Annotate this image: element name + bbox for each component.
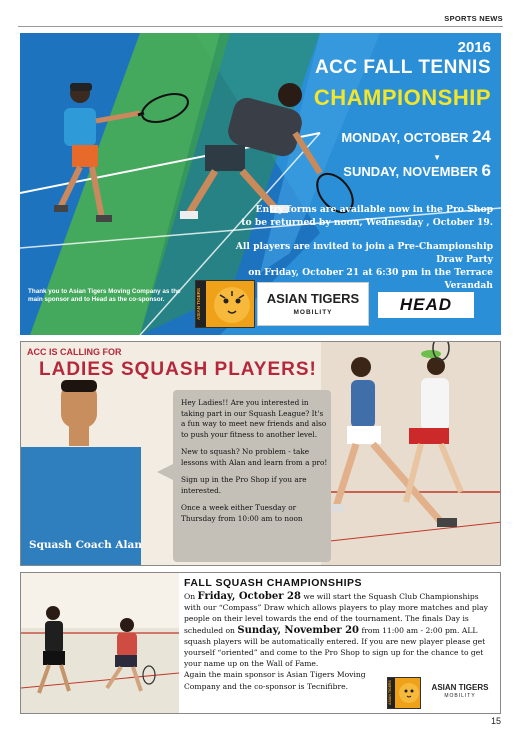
- end-date-prefix: SUNDAY, NOVEMBER: [343, 164, 478, 179]
- entry-line-2: to be returned by noon, Wednesday , October 19.: [241, 217, 493, 228]
- squash-headline: LADIES SQUASH PLAYERS!: [39, 359, 317, 380]
- section-label: SPORTS NEWS: [444, 14, 503, 23]
- asian-tigers-logo-icon: [195, 280, 255, 328]
- fall-on: On: [184, 592, 196, 601]
- head-logo: HEAD: [378, 292, 474, 318]
- entry-line-1: Entry forms are available now in the Pro Shop: [255, 204, 493, 215]
- fall-text-1: we will start the Squash Club Championships with our “Compass” Draw which allows players to play more matches and play people on their level towards the end of the tournament. The finals Day is scheduled on: [184, 592, 488, 635]
- sponsor-thanks: Thank you to Asian Tigers Moving Company as the main sponsor and to Head as the co-sponsor.: [28, 288, 181, 303]
- end-date: [343, 161, 491, 181]
- top-rule: [18, 26, 503, 27]
- squash-calling: ACC IS CALLING FOR: [27, 347, 122, 357]
- fall-date-1: Friday, October 28: [197, 591, 301, 602]
- tennis-championship-banner: [20, 33, 501, 335]
- entry-forms-info: [208, 203, 493, 229]
- tennis-sponsor-name: ASIAN TIGERS: [266, 291, 360, 306]
- fall-text-2: from 11:00 am - 2:00 pm. ALL squash players will be automatically entered. If you are new player please get yourself “oriented” and come to the Pro Shop to sign up for the chance to get your name up on the Wall of Fame.: [184, 625, 486, 669]
- party-line-2: on Friday, October 21 at 6:30 pm in the Terrace Verandah: [248, 267, 493, 291]
- banner-title: ACC FALL TENNIS: [314, 57, 491, 78]
- fall-date-2: Sunday, November 20: [237, 624, 360, 636]
- fall-sponsor-name: ASIAN TIGERS: [431, 683, 489, 692]
- small-logo-strip: ASIAN TIGERS: [388, 678, 395, 708]
- squash-para-1: Hey Ladies!! Are you interested in taking part in our Squash League? It's a fun way to meet new friends and also to push your fitness to another level.: [181, 398, 327, 439]
- fall-squash-panel: [20, 572, 501, 714]
- bubble-pointer-icon: [157, 462, 177, 482]
- end-date-day: 6: [481, 161, 491, 180]
- asian-tigers-small-logo-icon: [387, 677, 421, 709]
- fall-sponsor-sub: MOBILITY: [444, 693, 476, 699]
- squash-para-2: New to squash? No problem - take lessons with Alan and learn from a pro!: [181, 447, 328, 467]
- banner-championship: CHAMPIONSHIP: [313, 85, 491, 110]
- ladies-squash-panel: [20, 341, 501, 566]
- small-tigers-wordmark: [425, 683, 495, 699]
- banner-year: 2016: [457, 39, 491, 56]
- party-line-1: All players are invited to join a Pre-Championship Draw Party: [235, 241, 493, 265]
- start-date: [341, 127, 491, 147]
- asian-tigers-wordmark: [257, 282, 369, 326]
- fall-text-3: Again the main sponsor is Asian Tigers Moving Company and the co-sponsor is Tecnifibre.: [184, 670, 366, 691]
- squash-para-3: Sign up in the Pro Shop if you are interested.: [181, 475, 307, 495]
- fall-body: [184, 591, 496, 692]
- date-arrow-icon: ▼: [433, 153, 441, 162]
- start-date-day: 24: [472, 127, 491, 146]
- start-date-prefix: MONDAY, OCTOBER: [341, 130, 469, 145]
- tiger-face-icon: [214, 287, 250, 323]
- fall-heading: FALL SQUASH CHAMPIONSHIPS: [184, 577, 362, 589]
- logo-strip: ASIAN TIGERS: [196, 281, 206, 327]
- coach-label: Squash Coach Alan: [29, 539, 142, 551]
- squash-invitation-text: [181, 398, 329, 531]
- small-tiger-face-icon: [399, 683, 419, 703]
- squash-para-4: Once a week either Tuesday or Thursday from 10:00 am to noon: [181, 503, 303, 523]
- tennis-sponsor-sub: MOBILITY: [293, 309, 333, 316]
- page-number: 15: [490, 716, 501, 726]
- squash-match-photo: [21, 573, 179, 714]
